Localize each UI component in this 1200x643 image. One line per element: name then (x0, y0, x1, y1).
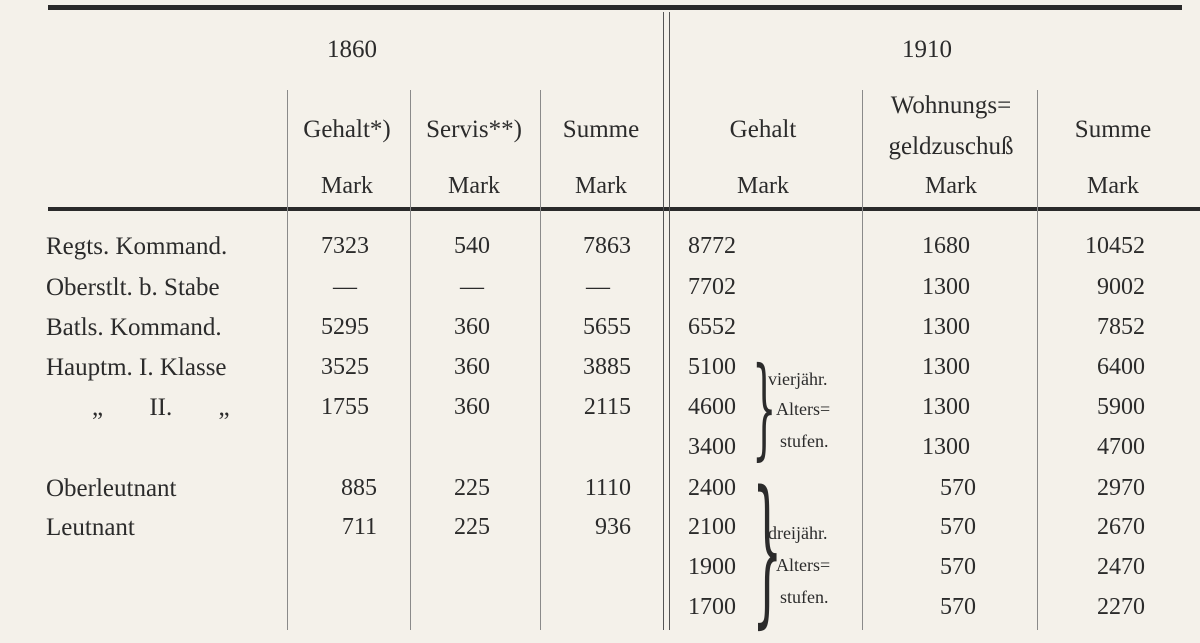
cell-summe-1860: — (586, 274, 610, 300)
divider-1910-b (1037, 90, 1038, 630)
header-bottom-rule (48, 207, 1200, 211)
cell-wohnung-1910: 1300 (922, 354, 970, 380)
cell-gehalt-1910: 1700 (688, 594, 736, 620)
cell-wohnung-1910: 570 (940, 475, 976, 501)
rank-label: Hauptm. I. Klasse (46, 354, 227, 381)
year-divider-1 (663, 12, 664, 630)
cell-servis-1860: 360 (454, 314, 490, 340)
note-vier-line3: stufen. (780, 431, 829, 451)
header-wohnung-line1: Wohnungs= (890, 92, 1012, 119)
cell-summe-1910: 2470 (1097, 554, 1145, 580)
cell-servis-1860: 225 (454, 514, 490, 540)
cell-gehalt-1910: 6552 (688, 314, 736, 340)
unit-gehalt-1910: Mark (737, 173, 789, 199)
cell-wohnung-1910: 1300 (922, 274, 970, 300)
unit-summe-1860: Mark (575, 173, 627, 199)
header-summe-1910: Summe (1074, 116, 1152, 143)
unit-servis-1860: Mark (448, 173, 500, 199)
cell-gehalt-1910: 3400 (688, 434, 736, 460)
divider-label (287, 90, 288, 630)
top-rule (48, 5, 1182, 10)
cell-wohnung-1910: 1300 (922, 314, 970, 340)
header-gehalt-1910: Gehalt (729, 116, 797, 143)
cell-gehalt-1910: 5100 (688, 354, 736, 380)
cell-wohnung-1910: 1680 (922, 233, 970, 259)
unit-wohnung-1910: Mark (925, 173, 977, 199)
cell-servis-1860: 360 (454, 354, 490, 380)
cell-summe-1910: 10452 (1085, 233, 1145, 259)
cell-summe-1860: 3885 (583, 354, 631, 380)
note-drei-line2: Alters= (776, 555, 831, 575)
cell-wohnung-1910: 1300 (922, 434, 970, 460)
cell-gehalt-1910: 4600 (688, 394, 736, 420)
rank-label: Regts. Kommand. (46, 233, 228, 260)
cell-summe-1910: 6400 (1097, 354, 1145, 380)
cell-gehalt-1910: 8772 (688, 233, 736, 259)
year-divider-2 (669, 12, 670, 630)
cell-summe-1910: 5900 (1097, 394, 1145, 420)
note-vier-line1: vierjähr. (768, 369, 828, 389)
header-servis-1860: Servis**) (426, 116, 522, 143)
unit-gehalt-1860: Mark (321, 173, 373, 199)
rank-label: „ II. „ (92, 394, 230, 421)
cell-summe-1910: 2670 (1097, 514, 1145, 540)
rank-label: Oberleutnant (46, 475, 177, 502)
header-wohnung-line2: geldzuschuß (888, 133, 1014, 160)
cell-servis-1860: 540 (454, 233, 490, 259)
cell-gehalt-1910: 2100 (688, 514, 736, 540)
cell-gehalt-1910: 1900 (688, 554, 736, 580)
cell-summe-1860: 5655 (583, 314, 631, 340)
divider-1860-a (410, 90, 411, 630)
rank-label: Oberstlt. b. Stabe (46, 274, 220, 301)
year-1910: 1910 (902, 36, 952, 63)
cell-gehalt-1860: 885 (341, 475, 377, 501)
cell-summe-1860: 2115 (583, 394, 631, 420)
cell-gehalt-1860: 3525 (321, 354, 369, 380)
cell-wohnung-1910: 570 (940, 594, 976, 620)
cell-gehalt-1860: 5295 (321, 314, 369, 340)
divider-1860-b (540, 90, 541, 630)
cell-gehalt-1910: 7702 (688, 274, 736, 300)
header-summe-1860: Summe (562, 116, 640, 143)
cell-servis-1860: 360 (454, 394, 490, 420)
divider-1910-a (862, 90, 863, 630)
note-drei-line3: stufen. (780, 587, 829, 607)
cell-gehalt-1860: 7323 (321, 233, 369, 259)
brace-vierjaehr: } (752, 343, 777, 471)
cell-wohnung-1910: 1300 (922, 394, 970, 420)
note-vier-line2: Alters= (776, 399, 831, 419)
unit-summe-1910: Mark (1087, 173, 1139, 199)
cell-summe-1860: 7863 (583, 233, 631, 259)
cell-wohnung-1910: 570 (940, 514, 976, 540)
cell-summe-1910: 2270 (1097, 594, 1145, 620)
cell-gehalt-1860: — (333, 274, 357, 300)
note-drei-line1: dreijähr. (768, 523, 828, 543)
cell-summe-1910: 7852 (1097, 314, 1145, 340)
cell-summe-1860: 1110 (584, 475, 631, 501)
cell-summe-1910: 4700 (1097, 434, 1145, 460)
header-gehalt-1860: Gehalt*) (303, 116, 391, 143)
cell-gehalt-1860: 1755 (321, 394, 369, 420)
brace-dreijaehr: } (752, 456, 783, 643)
cell-summe-1910: 9002 (1097, 274, 1145, 300)
rank-label: Leutnant (46, 514, 135, 541)
cell-servis-1860: 225 (454, 475, 490, 501)
cell-summe-1860: 936 (595, 514, 631, 540)
rank-label: Batls. Kommand. (46, 314, 222, 341)
cell-gehalt-1860: 711 (341, 514, 377, 540)
cell-wohnung-1910: 570 (940, 554, 976, 580)
year-1860: 1860 (327, 36, 377, 63)
cell-gehalt-1910: 2400 (688, 475, 736, 501)
cell-servis-1860: — (460, 274, 484, 300)
cell-summe-1910: 2970 (1097, 475, 1145, 501)
